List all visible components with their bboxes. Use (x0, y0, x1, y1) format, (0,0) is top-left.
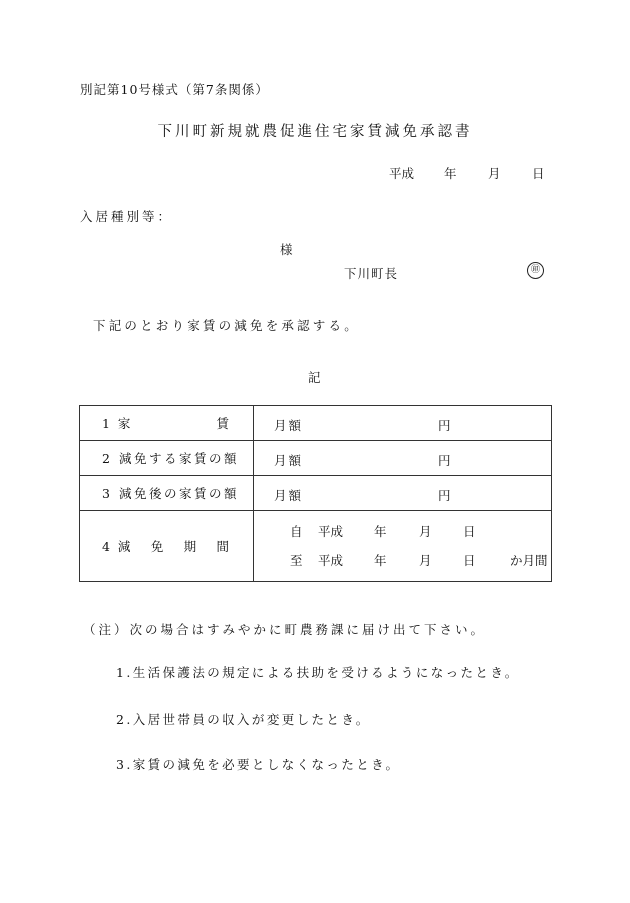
monthly-label: 月額 (274, 418, 304, 433)
table-row (80, 476, 552, 511)
period-from-row (254, 522, 551, 538)
item-label: 減免後の家賃の額 (118, 486, 239, 501)
item-label: 減免する家賃の額 (118, 451, 239, 466)
item-number: 2 (102, 451, 113, 466)
item-number: 4 (102, 539, 110, 554)
item-cell (80, 441, 254, 476)
to-month: 月 (419, 553, 432, 568)
issuer-name: 下川町長 (344, 266, 399, 281)
item-cell (80, 476, 254, 511)
to-year: 年 (374, 553, 387, 568)
from-era: 平成 (318, 524, 344, 539)
to-era: 平成 (318, 553, 344, 568)
from-label: 自 (290, 524, 303, 539)
value-cell (254, 406, 552, 441)
document-title: 下川町新規就農促進住宅家賃減免承認書 (157, 124, 473, 140)
note-text: （注）次の場合はすみやかに町農務課に届け出て下さい。 (83, 622, 487, 637)
value-cell (254, 476, 552, 511)
months-unit: か月間 (510, 553, 548, 568)
condition-item: 2.入居世帯員の収入が変更したとき。 (116, 712, 371, 727)
item-cell (80, 406, 254, 441)
item-label-part: 家 (117, 416, 131, 431)
to-label: 至 (290, 553, 303, 568)
item-label-part: 減 (117, 539, 131, 554)
to-day: 日 (463, 553, 476, 568)
monthly-label: 月額 (274, 488, 304, 503)
yen-unit: 円 (438, 418, 451, 433)
yen-unit: 円 (438, 488, 451, 503)
from-year: 年 (374, 524, 387, 539)
item-label-part: 賃 (216, 416, 229, 431)
table-row (80, 406, 552, 441)
period-to-row (254, 551, 551, 567)
seal-mark: ㊞ (527, 262, 544, 279)
item-number: 1 (102, 416, 110, 431)
date-year: 年 (444, 166, 457, 181)
item-number: 3 (102, 486, 113, 501)
table-row (80, 511, 552, 582)
date-month: 月 (488, 166, 501, 181)
item-label-part: 免 (150, 539, 164, 554)
period-cell (254, 511, 552, 582)
condition-item: 1.生活保護法の規定による扶助を受けるようになったとき。 (116, 665, 520, 680)
yen-unit: 円 (438, 453, 451, 468)
approval-statement: 下記のとおり家賃の減免を承認する。 (93, 318, 360, 333)
date-era: 平成 (389, 166, 415, 181)
from-month: 月 (419, 524, 432, 539)
monthly-label: 月額 (274, 453, 304, 468)
item-label-part: 期 (183, 539, 197, 554)
ki-heading: 記 (308, 370, 321, 385)
addressee-suffix: 様 (280, 242, 293, 257)
condition-item: 3.家賃の減免を必要としなくなったとき。 (116, 757, 401, 772)
rent-table (79, 405, 552, 582)
from-day: 日 (463, 524, 476, 539)
table-row (80, 441, 552, 476)
item-cell (80, 511, 254, 582)
value-cell (254, 441, 552, 476)
tenancy-type-label: 入居種別等： (80, 209, 174, 224)
date-day: 日 (532, 166, 545, 181)
form-label: 別記第10号様式（第7条関係） (80, 82, 269, 97)
item-label-part: 間 (216, 539, 229, 554)
